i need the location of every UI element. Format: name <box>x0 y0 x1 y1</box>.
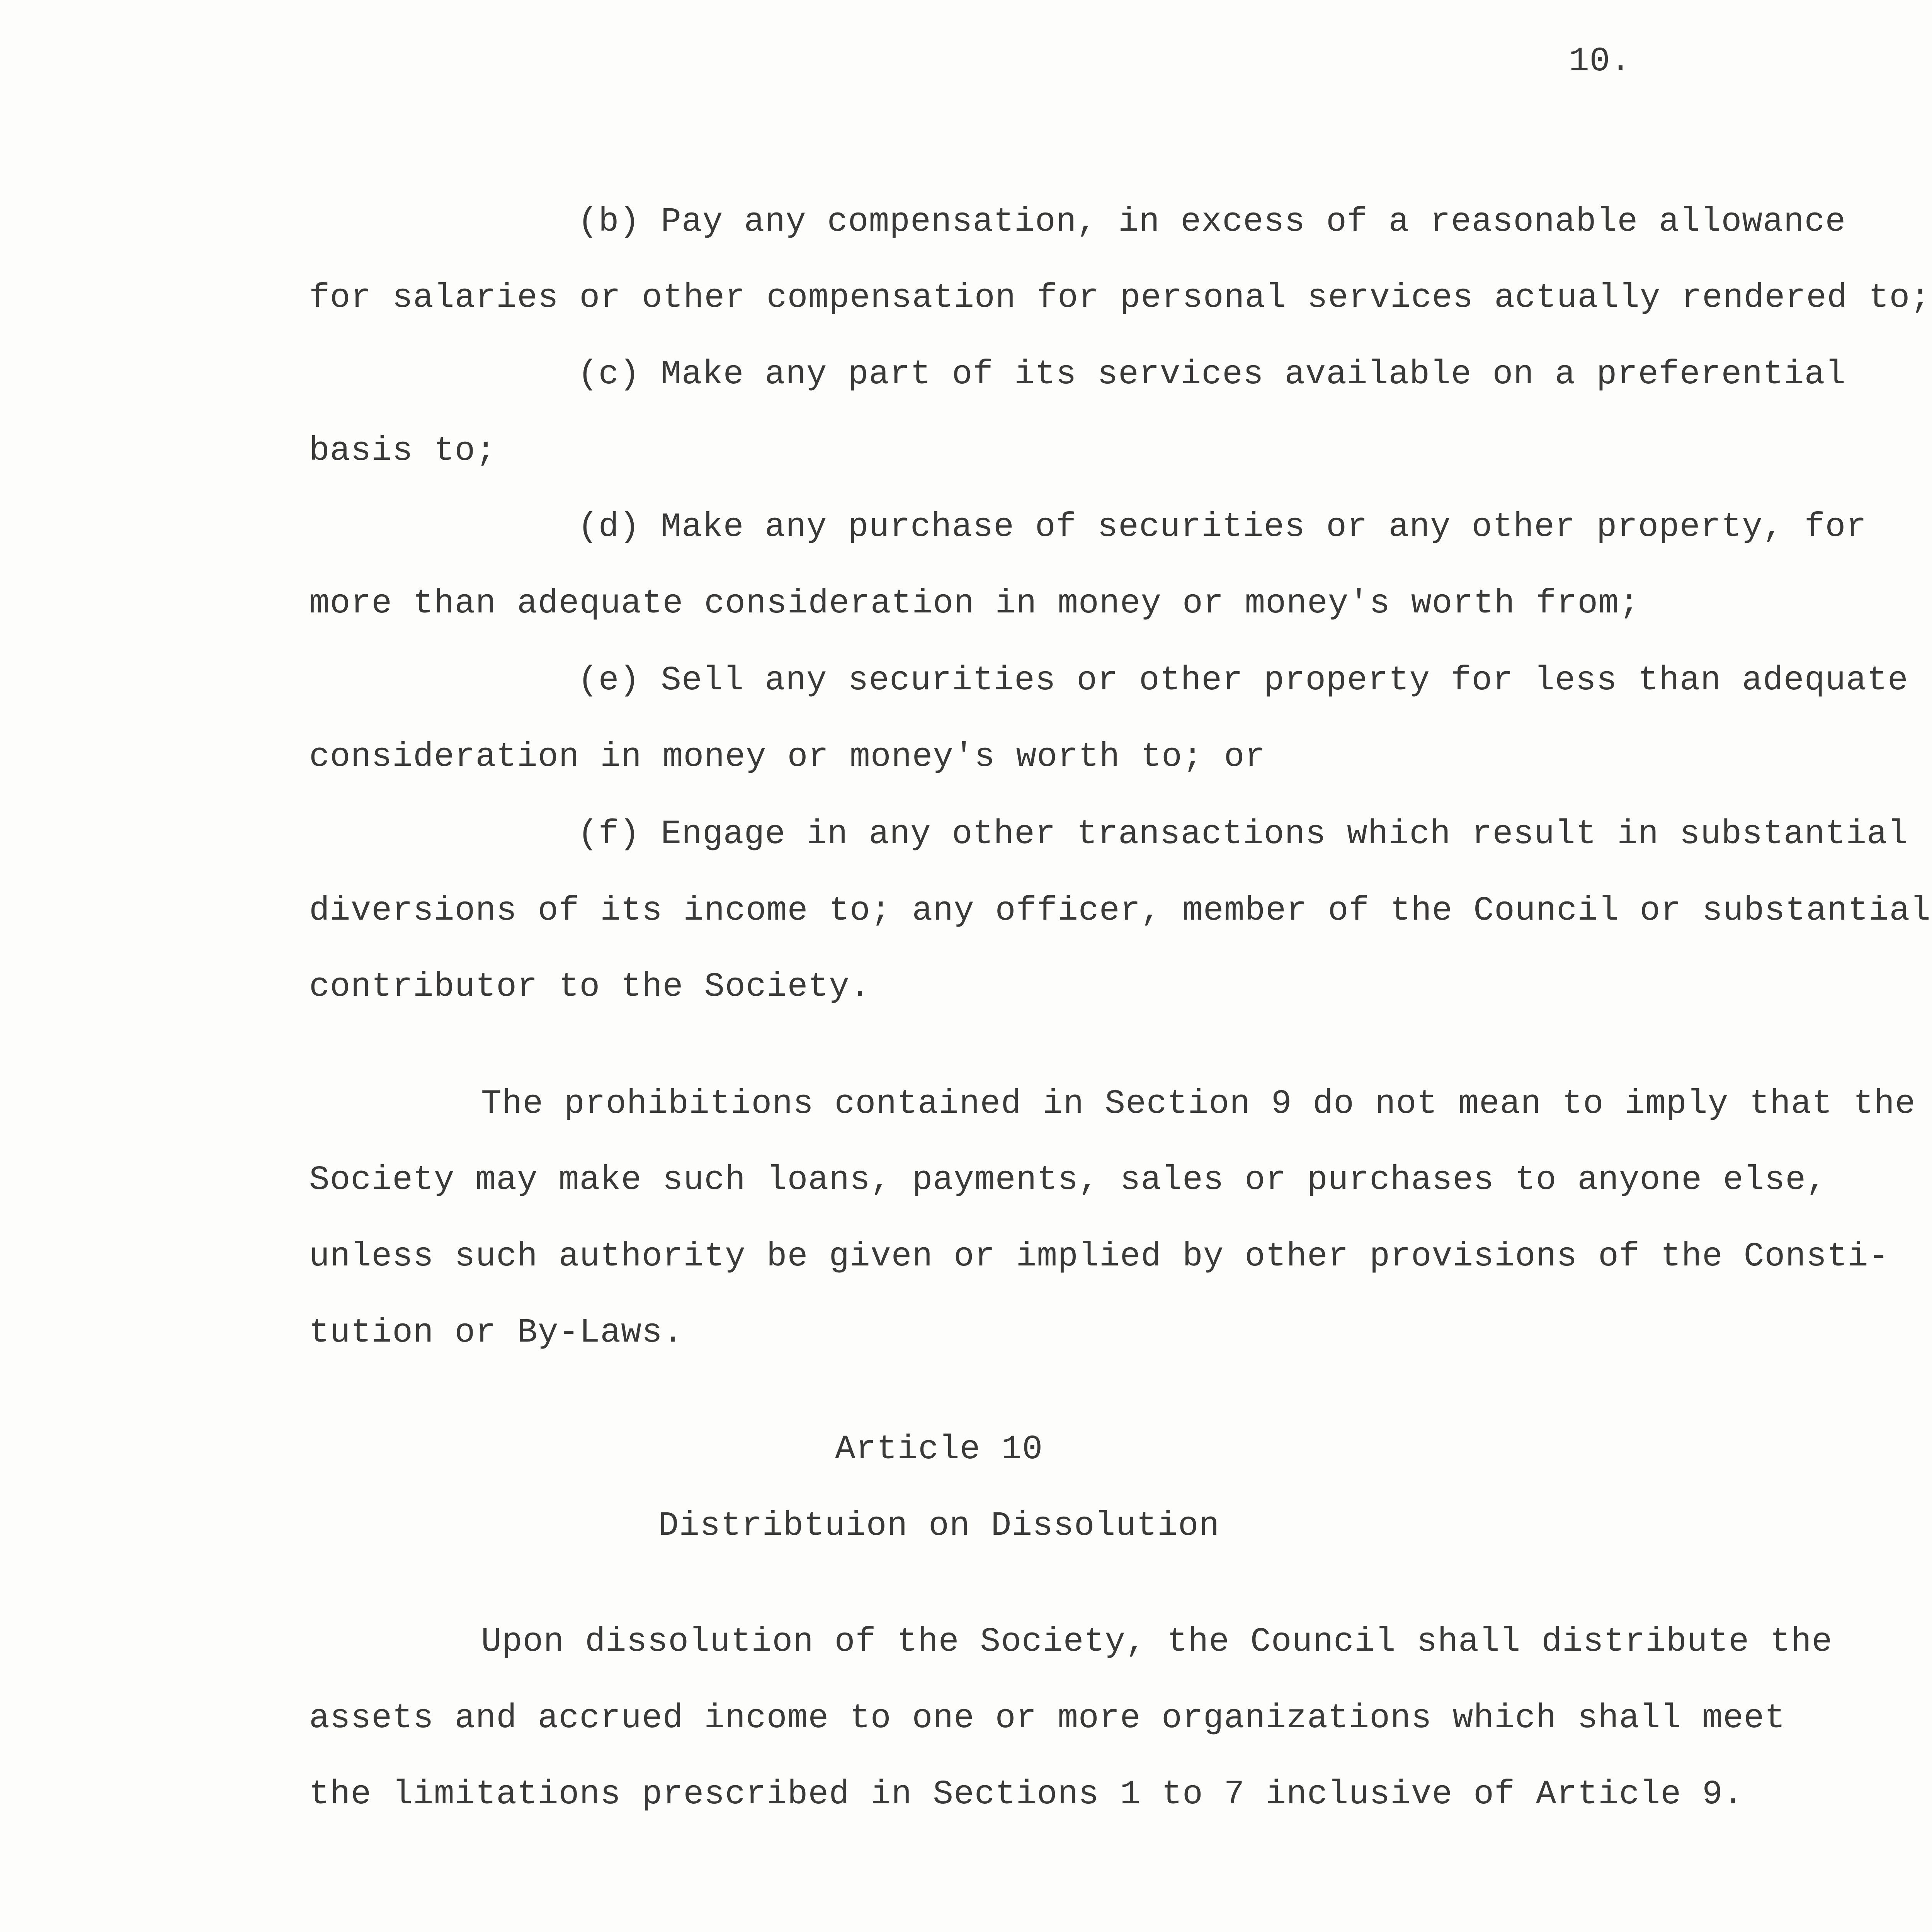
item-c-continuation: basis to; <box>309 432 497 470</box>
page-number: 10. <box>1569 43 1631 81</box>
item-e-first-line: (e) Sell any securities or other property for less than adequate <box>578 662 1908 700</box>
prohibitions-line-4: tution or By-Laws. <box>309 1314 684 1352</box>
dissolution-line-1: Upon dissolution of the Society, the Council shall distribute the <box>481 1623 1833 1661</box>
item-b-first-line: (b) Pay any compensation, in excess of a reasonable allowance <box>578 203 1846 241</box>
item-f-continuation-2: contributor to the Society. <box>309 968 871 1006</box>
item-b-continuation: for salaries or other compensation for personal services actually rendered to; <box>309 279 1931 317</box>
prohibitions-line-2: Society may make such loans, payments, sales or purchases to anyone else, <box>309 1161 1827 1199</box>
item-c-first-line: (c) Make any part of its services available on a preferential <box>578 355 1846 394</box>
item-d-continuation: more than adequate consideration in money or money's worth from; <box>309 585 1640 623</box>
prohibitions-line-3: unless such authority be given or implied by other provisions of the Consti- <box>309 1238 1889 1276</box>
item-d-first-line: (d) Make any purchase of securities or any other property, for <box>578 508 1867 546</box>
item-e-continuation: consideration in money or money's worth to; or <box>309 738 1266 776</box>
item-f-continuation-1: diversions of its income to; any officer, member of the Council or substantial <box>309 892 1931 930</box>
dissolution-line-3: the limitations prescribed in Sections 1 to 7 inclusive of Article 9. <box>309 1776 1744 1814</box>
dissolution-line-2: assets and accrued income to one or more organizations which shall meet <box>309 1699 1786 1738</box>
article-number: Article 10 <box>835 1430 1043 1469</box>
prohibitions-line-1: The prohibitions contained in Section 9 do not mean to imply that the <box>481 1085 1916 1123</box>
article-title: Distribtuion on Dissolution <box>658 1507 1220 1545</box>
item-f-first-line: (f) Engage in any other transactions which result in substantial <box>578 815 1908 854</box>
